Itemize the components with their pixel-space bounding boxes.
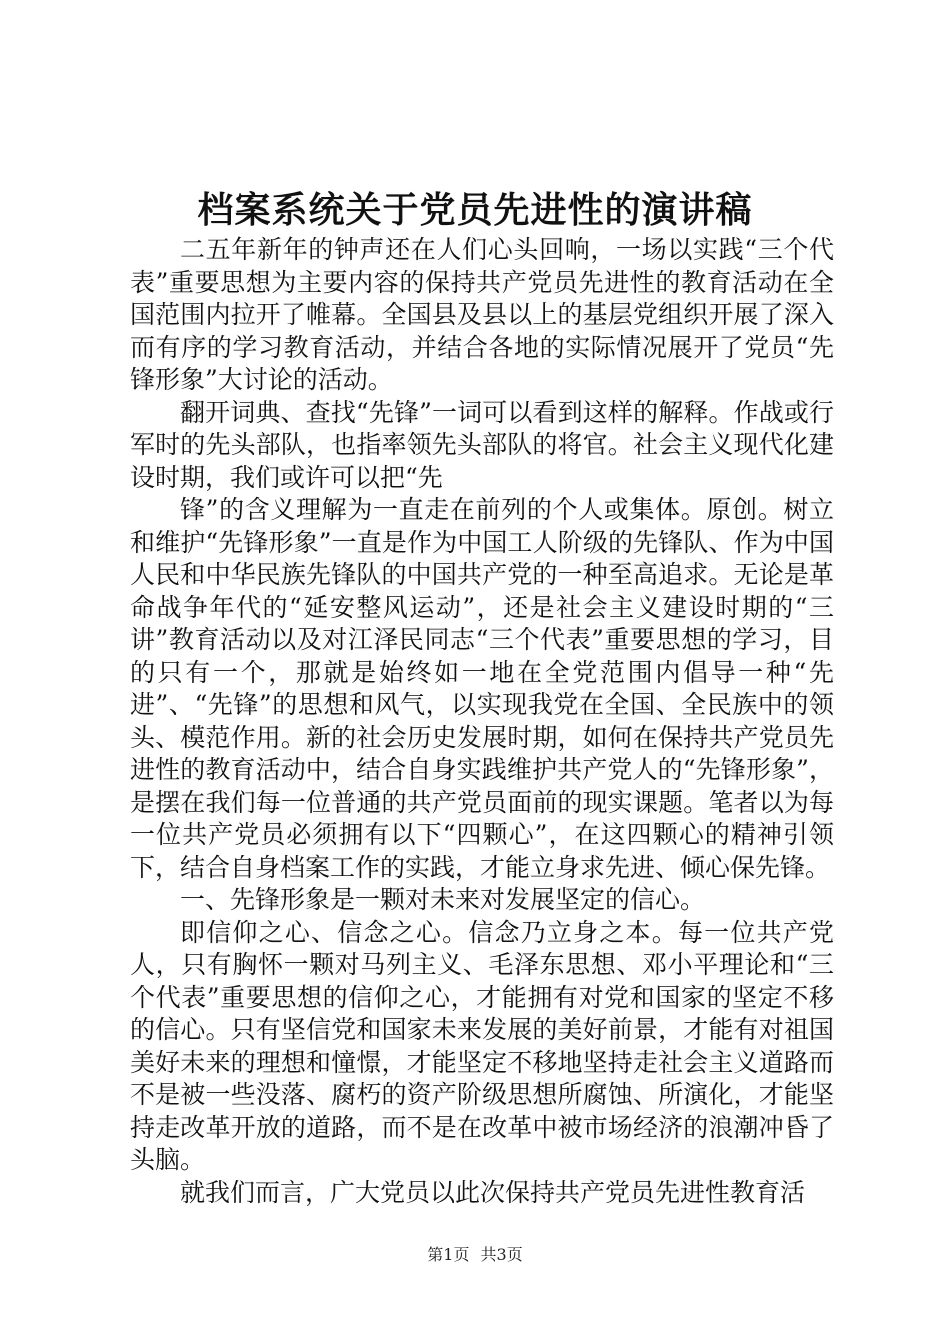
document-title: 档案系统关于党员先进性的演讲稿	[197, 189, 753, 231]
paragraph: 翻开词典、查找“先锋”一词可以看到这样的解释。作战或行军时的先头部队，也指率领先头部队的将官。社会主义现代化建设时期，我们或许可以把“先	[130, 397, 834, 492]
page-total: 共3页	[480, 1245, 523, 1264]
paragraph: 二五年新年的钟声还在人们心头回响，一场以实践“三个代表”重要思想为主要内容的保持共产党员先进性的教育活动在全国范围内拉开了帷幕。全国县及县以上的基层党组织开展了深入而有序的学习教育活动，并结合各地的实际情况展开了党员“先锋形象”大讨论的活动。	[130, 235, 834, 394]
paragraph: 锋”的含义理解为一直走在前列的个人或集体。原创。树立和维护“先锋形象”一直是作为中国工人阶级的先锋队、作为中国人民和中华民族先锋队的中国共产党的一种至高追求。无论是革命战争年代的“延安整风运动”，还是社会主义建设时期的“三讲”教育活动以及对江泽民同志“三个代表”重要思想的学习，目的只有一个，那就是始终如一地在全党范围内倡导一种“先进”、“先锋”的思想和风气，以实现我党在全国、全民族中的领头、模范作用。新的社会历史发展时期，如何在保持共产党员先进性的教育活动中，结合自身实践维护共产党人的“先锋形象”，是摆在我们每一位普通的共产党员面前的现实课题。笔者以为每一位共产党员必须拥有以下“四颗心”，在这四颗心的精神引领下，结合自身档案工作的实践，才能立身求先进、倾心保先锋。	[130, 495, 834, 882]
section-heading: 一、先锋形象是一颗对未来对发展坚定的信心。	[180, 885, 706, 914]
paragraph: 即信仰之心、信念之心。信念乃立身之本。每一位共产党人，只有胸怀一颗对马列主义、毛泽东思想、邓小平理论和“三个代表”重要思想的信仰之心，才能拥有对党和国家的坚定不移的信心。只有坚信党和国家未来发展的美好前景，才能有对祖国美好未来的理想和憧憬，才能坚定不移地坚持走社会主义道路而不是被一些没落、腐朽的资产阶级思想所腐蚀、所演化，才能坚持走改革开放的道路，而不是在改革中被市场经济的浪潮冲昏了头脑。	[130, 917, 834, 1174]
page-footer	[0, 1245, 950, 1265]
paragraph: 就我们而言，广大党员以此次保持共产党员先进性教育活	[180, 1177, 806, 1207]
document-body	[130, 234, 834, 1209]
page-number: 第1页	[427, 1245, 470, 1264]
